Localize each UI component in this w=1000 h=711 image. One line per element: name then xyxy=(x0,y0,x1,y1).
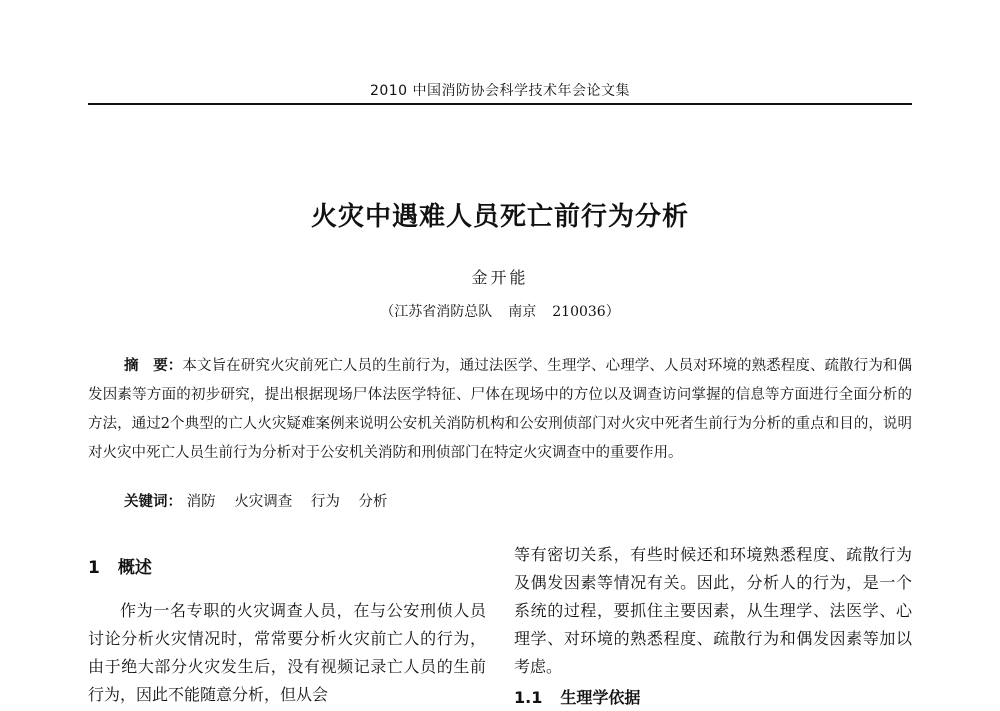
left-column xyxy=(88,555,486,709)
affiliation-org: 江苏省消防总队 xyxy=(394,304,493,320)
affiliation-close: ） xyxy=(605,304,620,320)
section-heading xyxy=(88,555,486,581)
keyword: 分析 xyxy=(358,494,388,510)
keywords-label: 关键词： xyxy=(124,494,182,510)
affiliation xyxy=(0,301,1000,321)
subsection-heading xyxy=(514,685,912,711)
keyword: 火灾调查 xyxy=(234,494,293,510)
affiliation-open: （ xyxy=(380,304,395,320)
abstract-text: 本文旨在研究火灾前死亡人员的生前行为，通过法医学、生理学、心理学、人员对环境的熟悉程度、疏散行为和偶发因素等方面的初步研究，提出根据现场尸体法医学特征、尸体在现场中的方位以及调查访问掌握的信息等方面进行全面分析的方法，通过2个典型的亡人火灾疑难案例来说明公安机关消防机构和公安刑侦部门对火灾中死者生前行为分析的重点和目的，说明对火灾中死亡人员生前行为分析对于公安机关消防和刑侦部门在特定火灾调查中的重要作用。 xyxy=(88,358,913,461)
subsection-title: 生理学依据 xyxy=(560,688,641,707)
keywords xyxy=(124,490,401,511)
body-paragraph: 等有密切关系，有些时候还和环境熟悉程度、疏散行为及偶发因素等情况有关。因此，分析人的行为，是一个系统的过程，要抓住主要因素，从生理学、法医学、心理学、对环境的熟悉程度、疏散行为和偶发因素等加以考虑。 xyxy=(514,545,912,676)
abstract xyxy=(88,352,912,468)
abstract-label: 摘 要： xyxy=(124,358,183,374)
right-column xyxy=(514,541,912,711)
running-head: 2010 中国消防协会科学技术年会论文集 xyxy=(369,83,631,99)
author-name: 金开能 xyxy=(471,268,529,287)
header-rule xyxy=(88,103,912,105)
section-title: 概述 xyxy=(117,558,152,578)
subsection-number: 1.1 xyxy=(514,688,543,707)
keyword: 消防 xyxy=(186,494,216,510)
affiliation-city: 南京 xyxy=(508,304,537,320)
affiliation-postcode: 210036 xyxy=(552,304,606,320)
keyword: 行为 xyxy=(310,494,340,510)
paper-title: 火灾中遇难人员死亡前行为分析 xyxy=(310,202,689,232)
body-paragraph: 作为一名专职的火灾调查人员，在与公安刑侦人员讨论分析火灾情况时，常常要分析火灾前亡人的行为，由于绝大部分火灾发生后，没有视频记录亡人员的生前行为，因此不能随意分析，但从会 xyxy=(88,601,486,704)
section-number: 1 xyxy=(88,558,100,578)
